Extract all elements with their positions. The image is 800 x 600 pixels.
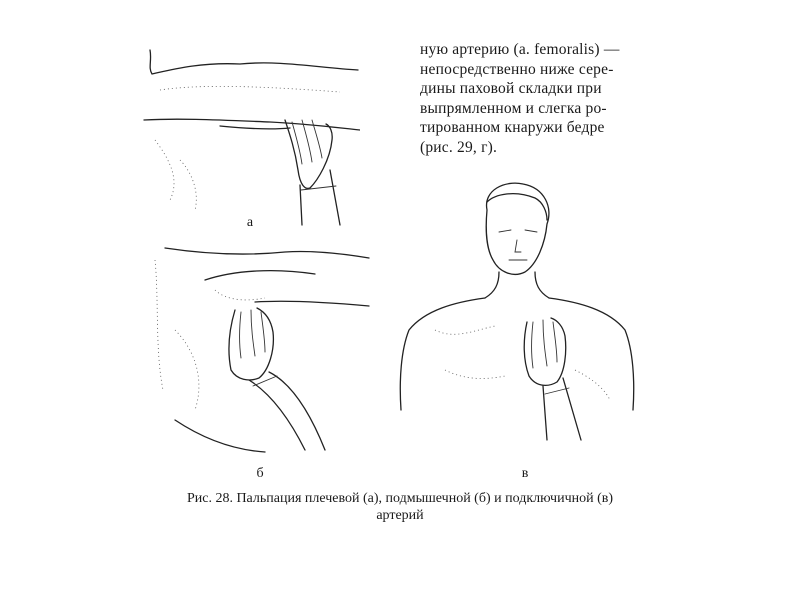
hand-palpating-arm-illustration [140, 40, 360, 230]
figure-b-armpit-palpation [145, 240, 370, 455]
body-text-line-3: дины паховой складки при [420, 80, 602, 97]
body-text-line-4: выпрямленном и слегка ро- [420, 99, 607, 117]
hand-palpating-armpit-illustration [145, 240, 370, 455]
figure-c-subclavian-palpation [395, 180, 640, 445]
figure-caption [135, 490, 665, 524]
body-text [420, 40, 660, 157]
body-text-line-2: непосредственно ниже сере- [420, 60, 614, 78]
figure-b-label: б [256, 466, 264, 481]
figure-c-label: в [521, 466, 529, 481]
body-text-line-1: ную артерию (a. femoralis) — [420, 41, 620, 58]
body-text-line-5: тированном кнаружи бедре [420, 119, 605, 136]
figure-a-label: а [246, 215, 254, 230]
hand-palpating-subclavian-illustration [395, 180, 640, 445]
caption-line-1: Рис. 28. Пальпация плечевой (а), подмышечной (б) и подключичной (в) [186, 491, 614, 506]
figure-a-arm-palpation [140, 40, 360, 230]
body-text-line-6: (рис. 29, г). [420, 138, 498, 156]
caption-line-2: артерий [376, 508, 424, 523]
